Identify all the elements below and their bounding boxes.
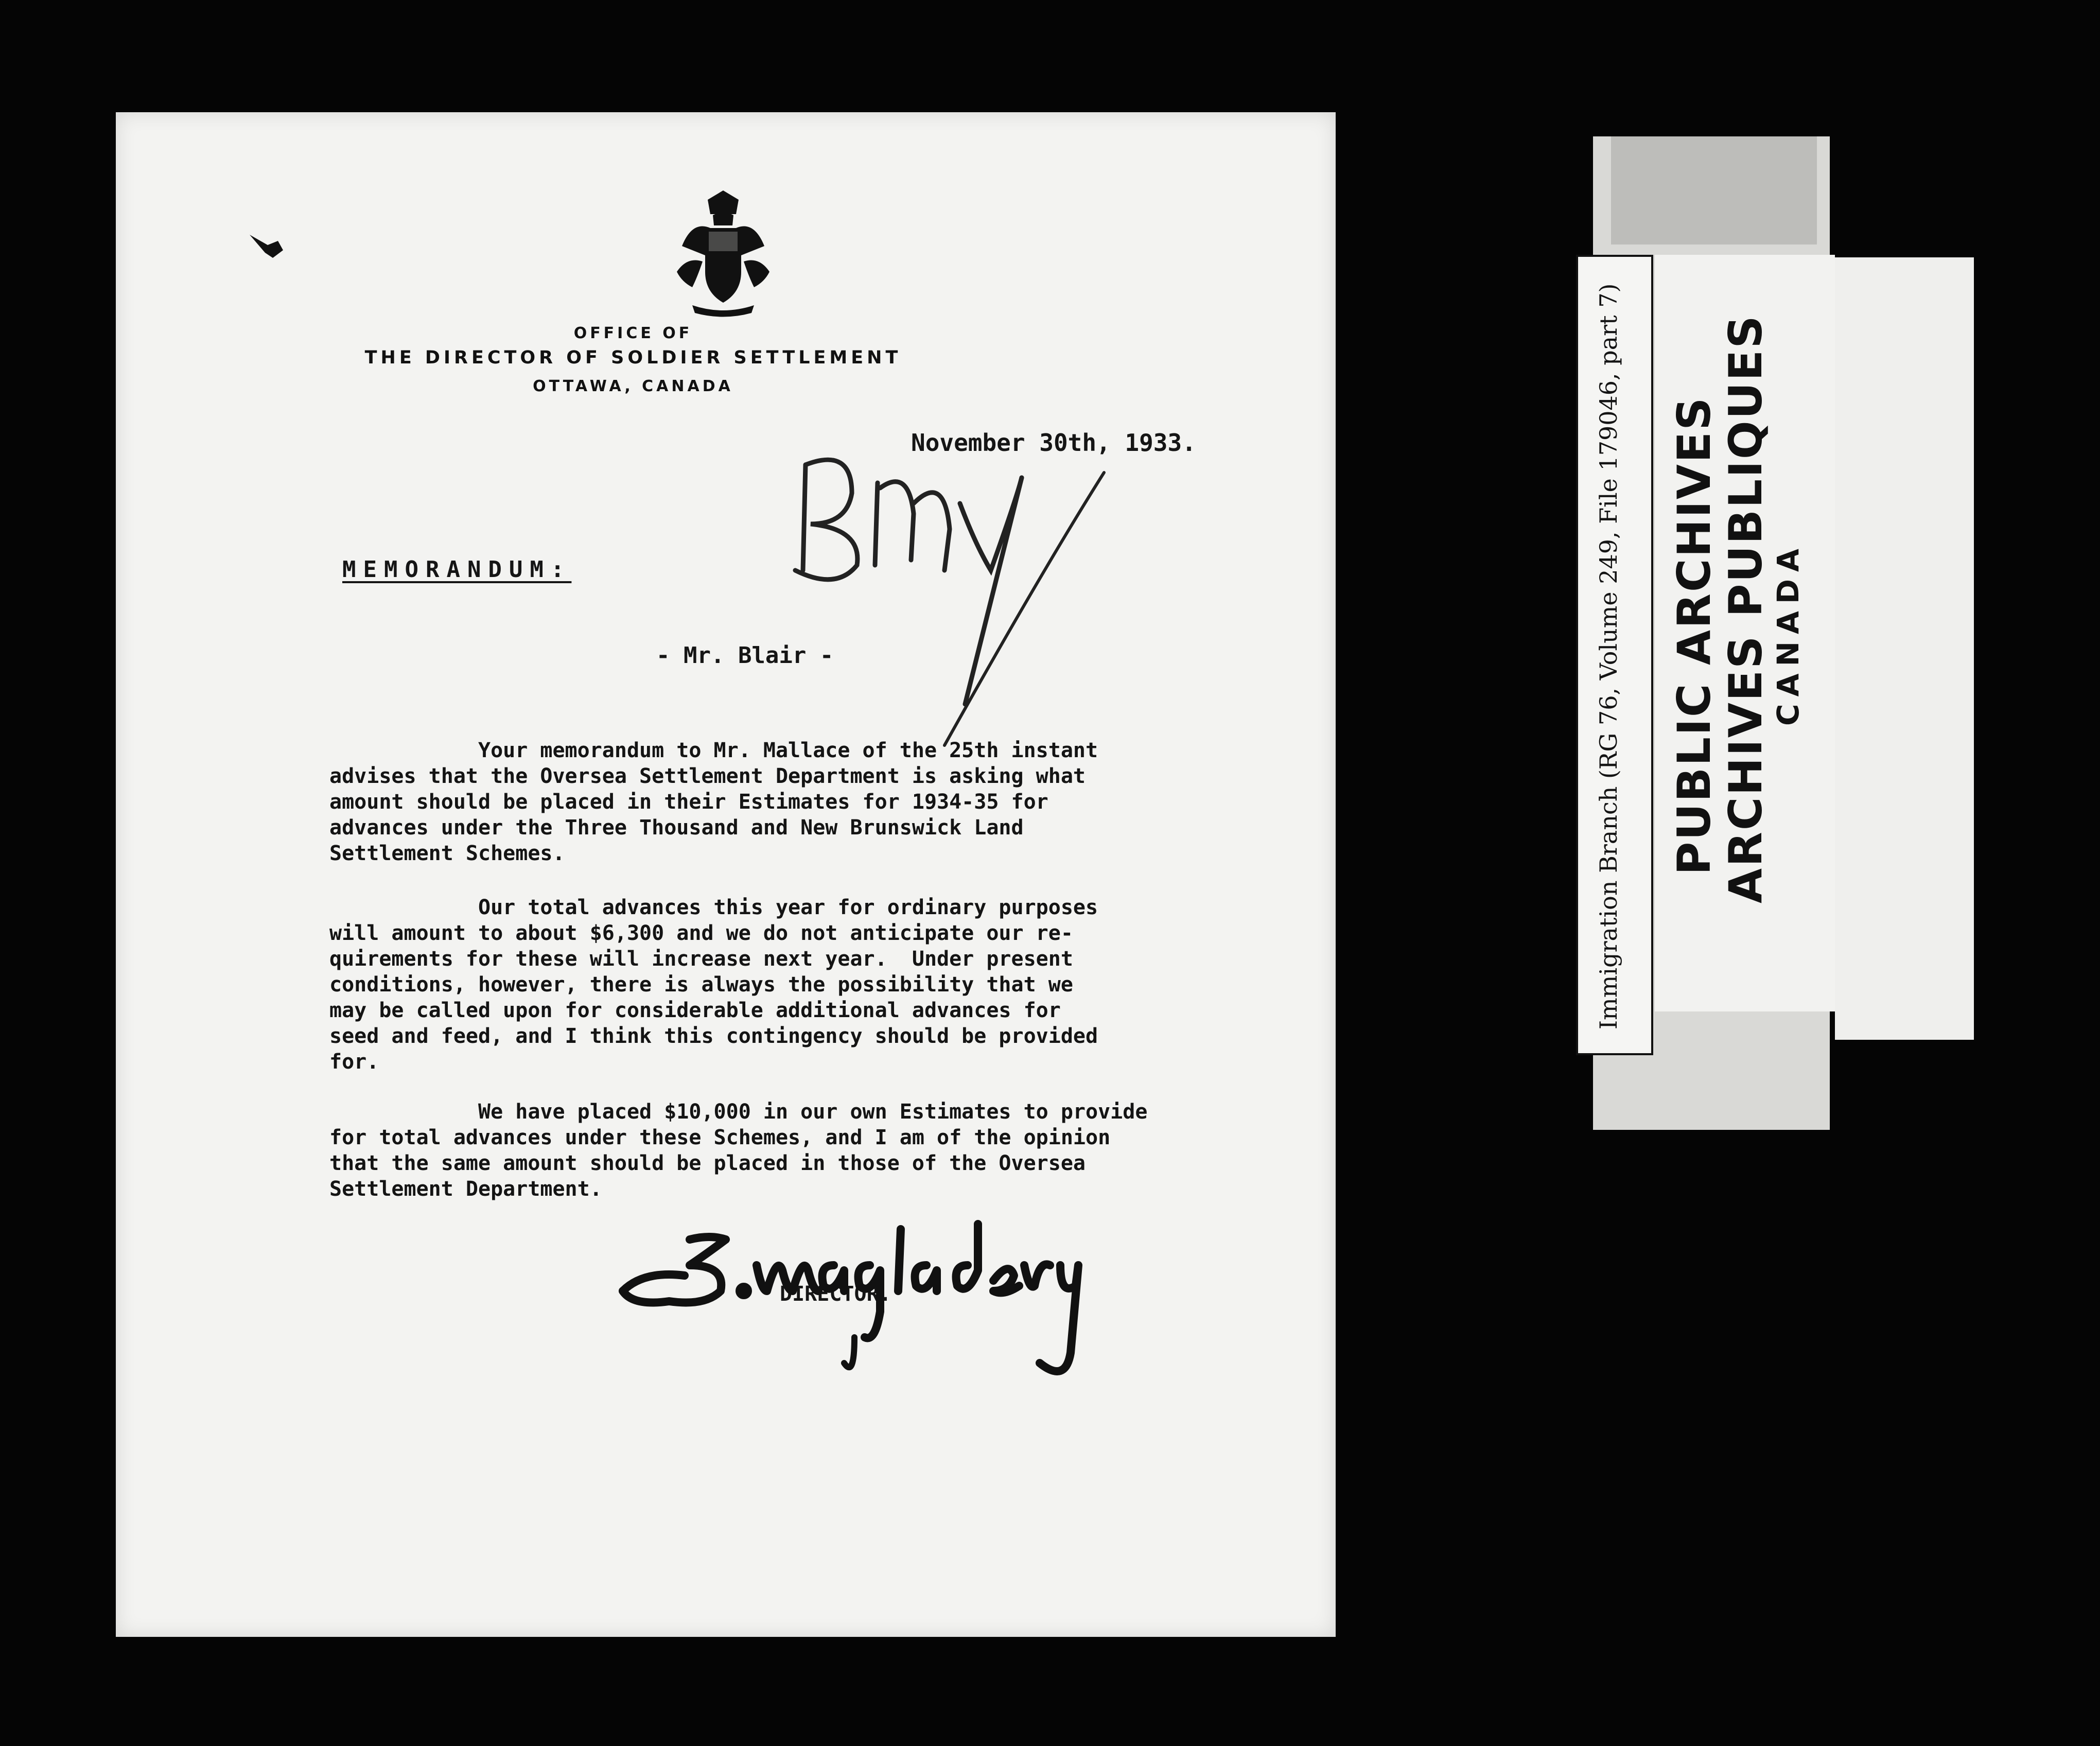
signatory-title: DIRECTOR.: [780, 1282, 891, 1306]
memo-date: November 30th, 1933.: [911, 429, 1196, 457]
paragraph-line: advances under the Three Thousand and New Brunswick Land: [329, 816, 1024, 840]
handwritten-signature: [612, 1209, 1101, 1394]
archive-card-tab: [1835, 257, 1974, 1040]
paragraph-line: will amount to about $6,300 and we do not anticipate our re-: [329, 921, 1073, 945]
paragraph-line: amount should be placed in their Estimates for 1934-35 for: [329, 790, 1048, 814]
memo-paragraph-2: [329, 895, 1098, 1075]
archive-label-archives-publiques: ARCHIVES PUBLIQUES: [1719, 314, 1772, 903]
letterhead-department: THE DIRECTOR OF SOLDIER SETTLEMENT: [364, 347, 902, 368]
paragraph-line: quirements for these will increase next year. Under present: [329, 947, 1073, 971]
memo-addressee: - Mr. Blair -: [656, 642, 834, 669]
memo-paragraph-3: [329, 1099, 1147, 1202]
paragraph-line: Settlement Schemes.: [329, 842, 565, 865]
paragraph-line: Settlement Department.: [329, 1177, 602, 1201]
corner-mark: [247, 230, 288, 266]
memo-heading: MEMORANDUM:: [342, 556, 572, 583]
archive-card-top-edge: [1611, 136, 1817, 245]
paragraph-line: for.: [329, 1050, 379, 1074]
paragraph-line: that the same amount should be placed in those of the Oversea: [329, 1151, 1086, 1175]
archive-label-public-archives: PUBLIC ARCHIVES: [1668, 396, 1721, 875]
coat-of-arms-crest: [672, 189, 775, 318]
letterhead-location: OTTAWA, CANADA: [533, 377, 733, 395]
paragraph-line: conditions, however, there is always the possibility that we: [329, 973, 1073, 997]
paragraph-line: advises that the Oversea Settlement Department is asking what: [329, 764, 1086, 788]
archive-label-canada: CANADA: [1771, 542, 1806, 726]
paragraph-line: Our total advances this year for ordinary purposes: [329, 896, 1098, 919]
paragraph-line: seed and feed, and I think this contingency should be provided: [329, 1024, 1098, 1048]
paragraph-line: for total advances under these Schemes, and I am of the opinion: [329, 1126, 1111, 1149]
paragraph-line: Your memorandum to Mr. Mallace of the 25th instant: [329, 739, 1098, 762]
handwritten-initials: [775, 416, 1135, 771]
letterhead-office-of: OFFICE OF: [573, 324, 693, 342]
paragraph-line: We have placed $10,000 in our own Estimates to provide: [329, 1100, 1148, 1124]
archive-file-reference: Immigration Branch (RG 76, Volume 249, File 179046, part 7): [1595, 283, 1622, 1029]
paragraph-line: may be called upon for considerable additional advances for: [329, 999, 1061, 1022]
memorandum-page: [116, 112, 1336, 1637]
